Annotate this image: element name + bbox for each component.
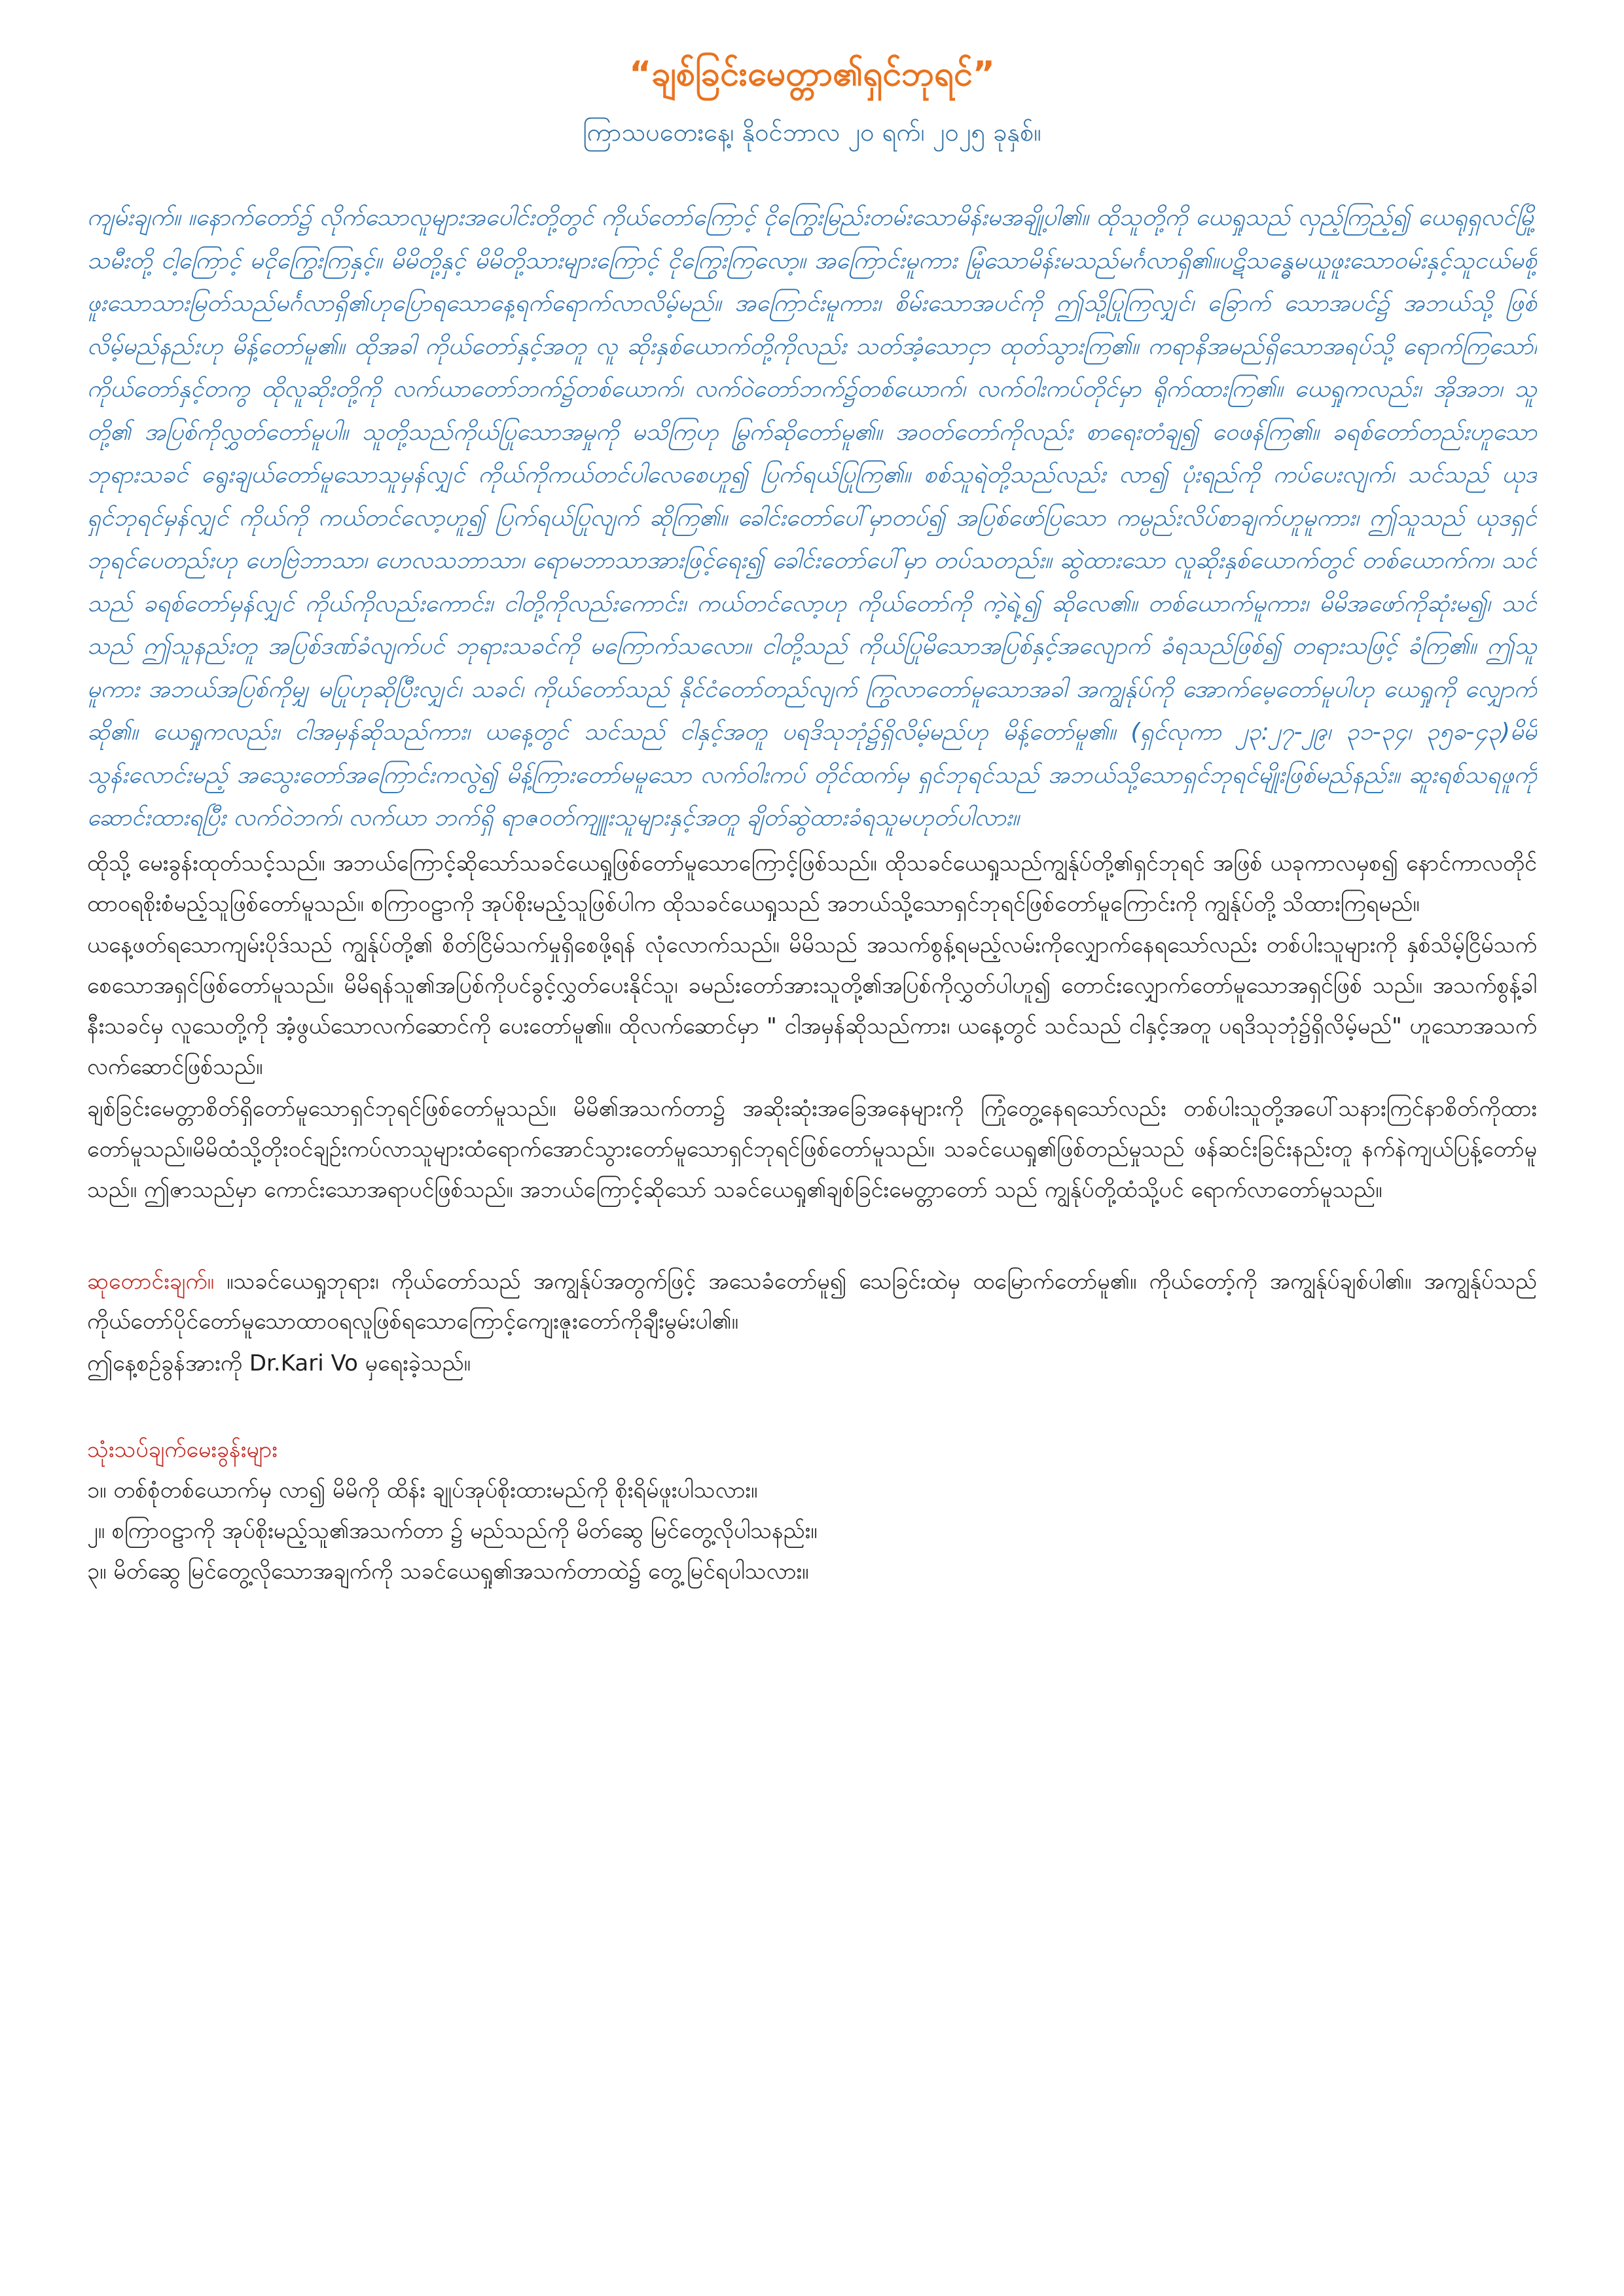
content-area (87, 196, 1537, 2258)
reflection-paragraph-2: ယနေ့ဖတ်ရသောကျမ်းပိုဒ်သည် ကျွန်ုပ်တို့၏ စိတ်ငြိမ်သက်မှုရှိစေဖို့ရန် လုံလောက်သည်။ မိမိသည် အသက်စွန့်ရမည့်လမ်းကိုလျှောက်နေရသော်လည်း တစ်ပါးသူများကို နှစ်သိမ့်ငြိမ်သက်စေသောအရှင်ဖြစ်တော်မူသည်။ မိမိရန်သူ၏အပြစ်ကိုပင်ခွင့်လွှတ်ပေးနိုင်သူ၊ ခမည်းတော်အားသူတို့၏အပြစ်ကိုလွှတ်ပါဟူ၍ တောင်းလျှောက်တော်မူသောအရှင်ဖြစ် သည်။ အသက်စွန့်ခါနီးသခင်မှ လူသေတို့ကို အံ့ဖွယ်သောလက်ဆောင်ကို ပေးတော်မူ၏။ ထိုလက်ဆောင်မှာ " ငါအမှန်ဆိုသည်ကား၊ ယနေ့တွင် သင်သည် ငါနှင့်အတူ ပရဒိသုဘုံ၌ရှိလိမ့်မည်" ဟူသောအသက်လက်ဆောင်ဖြစ်သည်။ (87, 932, 1537, 1081)
scripture-passage: ကျမ်းချက်။ ။နောက်တော်၌ လိုက်သောလူများအပေါင်းတို့တွင် ကိုယ်တော်ကြောင့် ငိုကြွေးမြည်းတမ်းသောမိန်းမအချို့ပါ၏။ ထိုသူတို့ကို ယေရှုသည် လှည့်ကြည့်၍ ယေရုရှလင်မြို့သမီးတို့ ငါ့ကြောင့် မငိုကြွေးကြနှင့်။ မိမိတို့နှင့် မိမိတို့သားများကြောင့် ငိုကြွေးကြလော့။ အကြောင်းမူကား မြုံသောမိန်းမသည်မင်္ဂလာရှိ၏။ပဋိသန္ဓေမယူဖူးသောဝမ်းနှင့်သူငယ်မစို့ဖူးသောသားမြတ်သည်မင်္ဂလာရှိ၏ဟုပြောရသောနေ့ရက်ရောက်လာလိမ့်မည်။ အကြောင်းမူကား၊ စိမ်းသောအပင်ကို ဤသို့ပြုကြလျှင်၊ ခြောက် သောအပင်၌ အဘယ်သို့ ဖြစ်လိမ့်မည်နည်းဟု မိန့်တော်မူ၏။ ထိုအခါ ကိုယ်တော်နှင့်အတူ လူ ဆိုးနှစ်ယောက်တို့ကိုလည်း သတ်အံ့သောငှာ ထုတ်သွားကြ၏။ ကရာနိအမည်ရှိသောအရပ်သို့ ရောက်ကြသော်၊ ကိုယ်တော်နှင့်တကွ ထိုလူဆိုးတို့ကို လက်ယာတော်ဘက်၌တစ်ယောက်၊ လက်ဝဲတော်ဘက်၌တစ်ယောက်၊ လက်ဝါးကပ်တိုင်မှာ ရိုက်ထားကြ၏။ ယေရှုကလည်း၊ အိုအဘ၊ သူတို့၏ အပြစ်ကိုလွှတ်တော်မူပါ။ သူတို့သည်ကိုယ်ပြုသောအမှုကို မသိကြဟု မြွက်ဆိုတော်မူ၏။ အဝတ်တော်ကိုလည်း စာရေးတံချ၍ ဝေဖန်ကြ၏။ ခရစ်တော်တည်းဟူသော ဘုရားသခင် ရွေးချယ်တော်မူသောသူမှန်လျှင် ကိုယ်ကိုကယ်တင်ပါလေစေဟူ၍ ပြက်ရယ်ပြုကြ၏။ စစ်သူရဲတို့သည်လည်း လာ၍ ပုံးရည်ကို ကပ်ပေးလျက်၊ သင်သည် ယုဒရှင်ဘုရင်မှန်လျှင် ကိုယ်ကို ကယ်တင်လော့ဟူ၍ ပြက်ရယ်ပြုလျက် ဆိုကြ၏။ ခေါင်းတော်ပေါ်မှာတပ်၍ အပြစ်ဖော်ပြသော ကမ္ပည်းလိပ်စာချက်ဟူမူကား၊ ဤသူသည် ယုဒရှင် ဘုရင်ပေတည်းဟု ဟေဗြဲဘာသာ၊ ဟေလသဘာသာ၊ ရောမဘာသာအားဖြင့်ရေး၍ ခေါင်းတော်ပေါ်မှာ တပ်သတည်း။ ဆွဲထားသော လူဆိုးနှစ်ယောက်တွင် တစ်ယောက်က၊ သင်သည် ခရစ်တော်မှန်လျှင် ကိုယ်ကိုလည်းကောင်း၊ ငါတို့ကိုလည်းကောင်း၊ ကယ်တင်လော့ဟု ကိုယ်တော်ကို ကဲ့ရဲ့၍ ဆိုလေ၏။ တစ်ယောက်မူကား၊ မိမိအဖော်ကိုဆုံးမ၍၊ သင်သည် ဤသူနည်းတူ အပြစ်ဒဏ်ခံလျက်ပင် ဘုရားသခင်ကို မကြောက်သလော။ ငါတို့သည် ကိုယ်ပြုမိသောအပြစ်နှင့်အလျောက် ခံရသည်ဖြစ်၍ တရားသဖြင့် ခံကြ၏။ ဤသူမူကား အဘယ်အပြစ်ကိုမျှ မပြုဟုဆိုပြီးလျှင်၊ သခင်၊ ကိုယ်တော်သည် နိုင်ငံတော်တည်လျက် ကြွလာတော်မူသောအခါ အကျွန်ုပ်ကို အောက်မေ့တော်မူပါဟု ယေရှုကို လျှောက်ဆို၏။ ယေရှုကလည်း၊ ငါအမှန်ဆိုသည်ကား၊ ယနေ့တွင် သင်သည် ငါနှင့်အတူ ပရဒိသုဘုံ၌ရှိလိမ့်မည်ဟု မိန့်တော်မူ၏။ (ရှင်လုကာ ၂၃:၂၇-၂၉၊ ၃၁-၃၄၊ ၃၅ခ-၄၃)မိမိသွန်းလောင်းမည့် အသွေးတော်အကြောင်းကလွဲ၍ မိန့်ကြားတော်မမူသော လက်ဝါးကပ် တိုင်ထက်မှ ရှင်ဘုရင်သည် အဘယ်သို့သောရှင်ဘုရင်မျိုးဖြစ်မည်နည်း။ ဆူးရစ်သရဖူကို ဆောင်းထားရပြီး လက်ဝဲဘက်၊ လက်ယာ ဘက်ရှိ ရာဇဝတ်ကျူးသူများနှင့်အတူ ချိတ်ဆွဲထားခံရသူမဟုတ်ပါလား။ (87, 204, 1537, 832)
question-item: ၂။ စကြာဝဠာကို အုပ်စိုးမည့်သူ၏အသက်တာ ၌ မည်သည်ကို မိတ်ဆွေ မြင်တွေ့လိုပါသနည်း။ (87, 1517, 818, 1544)
prayer-label: ဆုတောင်းချက်။ (87, 1268, 214, 1295)
reflection-paragraph-3: ချစ်ခြင်းမေတ္တာစိတ်ရှိတော်မူသောရှင်ဘုရင်ဖြစ်တော်မူသည်။ မိမိ၏အသက်တာ၌ အဆိုးဆုံးအခြေအနေများကို ကြုံတွေ့နေရသော်လည်း တစ်ပါးသူတို့အပေါ်သနားကြင်နာစိတ်ကိုထားတော်မူသည်။မိမိထံသို့တိုးဝင်ချဉ်းကပ်လာသူများထံရောက်အောင်သွားတော်မူသောရှင်ဘုရင်ဖြစ်တော်မူသည်။ သခင်ယေရှု၏ဖြစ်တည်မှုသည် ဖန်ဆင်းခြင်းနည်းတူ နက်နဲကျယ်ပြန့်တော်မူသည်။ ဤဇာသည်မှာ ကောင်းသောအရာပင်ဖြစ်သည်။ အဘယ်ကြောင့်ဆိုသော် သခင်ယေရှု၏ချစ်ခြင်းမေတ္တာတော် သည် ကျွန်ုပ်တို့ထံသို့ပင် ရောက်လာတော်မူသည်။ (87, 1095, 1537, 1203)
page-title: “ချစ်ခြင်းမေတ္တာ၏ရှင်ဘုရင်” (629, 54, 995, 94)
question-item: ၃။ မိတ်ဆွေ မြင်တွေ့လိုသောအချက်ကို သခင်ယေရှု၏အသက်တာထဲ၌ တွေ့မြင်ရပါသလား။ (87, 1558, 809, 1585)
reflection-paragraph-1: ထိုသို့ မေးခွန်းထုတ်သင့်သည်။ အဘယ်ကြောင့်ဆိုသော်သခင်ယေရှုဖြစ်တော်မူသောကြောင့်ဖြစ်သည်။ ထိုသခင်ယေရှုသည်ကျွန်ုပ်တို့၏ရှင်ဘုရင် အဖြစ် ယခုကာလမှစ၍ နောင်ကာလတိုင် ထာဝရစိုးစံမည့်သူဖြစ်တော်မူသည်။ စကြာဝဠာကို အုပ်စိုးမည့်သူဖြစ်ပါက ထိုသခင်ယေရှုသည် အဘယ်သို့သောရှင်ဘုရင်ဖြစ်တော်မူကြောင်းကို ကျွန်ုပ်တို့ သိထားကြရမည်။ (87, 850, 1537, 917)
author-note: ဤနေ့စဉ်ခွန်အားကို Dr.Kari Vo မှရေးခဲ့သည်။ (87, 1350, 471, 1377)
date-line: ကြာသပတေးနေ့၊ နိုဝင်ဘာလ ၂၀ ရက်၊ ၂၀၂၅ ခုနှစ်။ (583, 118, 1041, 147)
prayer-text: ။သခင်ယေရှုဘုရား၊ ကိုယ်တော်သည် အကျွန်ုပ်အတွက်ဖြင့် အသေခံတော်မူ၍ သေခြင်းထဲမှ ထမြောက်တော်မူ၏။ ကိုယ်တော့်ကို အကျွန်ုပ်ချစ်ပါ၏။ အကျွန်ုပ်သည် ကိုယ်တော်ပိုင်တော်မူသောထာဝရလူဖြစ်ရသောကြောင့်ကျေးဇူးတော်ကိုချီးမွမ်းပါ၏။ (87, 1268, 1537, 1335)
questions-heading: သုံးသပ်ချက်မေးခွန်းများ (87, 1437, 278, 1463)
prayer-paragraph (87, 1262, 1537, 1343)
question-item: ၁။ တစ်စုံတစ်ယောက်မှ လာ၍ မိမိကို ထိန်း ချုပ်အုပ်စိုးထားမည်ကို စိုးရိမ်ဖူးပါသလား။ (87, 1477, 758, 1504)
